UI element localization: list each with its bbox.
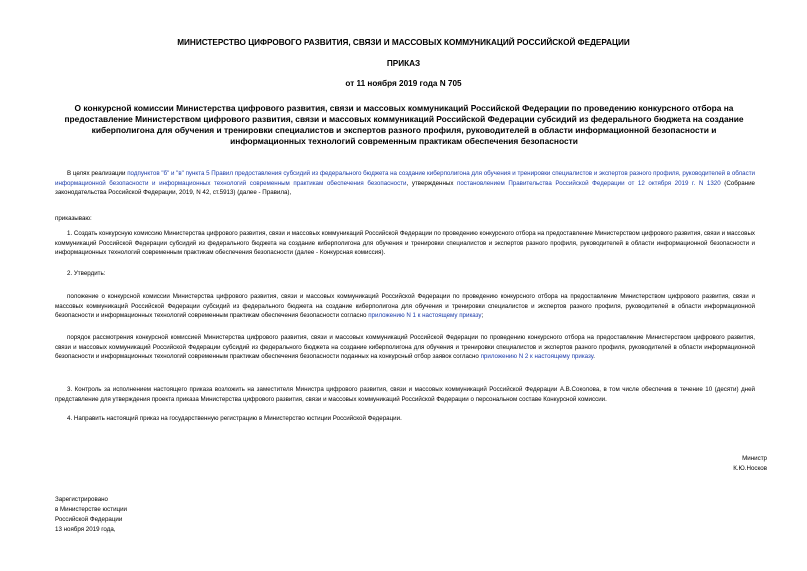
appendix-1-link[interactable]: приложению N 1 к настоящему приказу [368, 312, 482, 320]
document-type: ПРИКАЗ [386, 59, 421, 68]
item-2-procedure-end: . [593, 353, 596, 361]
registration-block [55, 495, 127, 535]
registration-line-4: 13 ноября 2019 года, [55, 526, 116, 533]
ministry-heading: МИНИСТЕРСТВО ЦИФРОВОГО РАЗВИТИЯ, СВЯЗИ И МАССОВЫХ КОММУНИКАЦИЙ РОССИЙСКОЙ ФЕДЕРАЦИИ [177, 38, 630, 47]
registration-line-3: Российской Федерации [55, 516, 123, 523]
item-2-procedure [55, 333, 755, 362]
rules-link[interactable]: подпунктов "б" и "в" пункта 5 Правил предоставления субсидий из федерального бюджета на создание киберполигона для обучения и тренировки специалистов и экспертов разного профиля, руководителей в области информационной безопасности и информационных технологий современным практикам обеспечения безопасности [55, 170, 755, 187]
item-2-regulation-end: ; [481, 312, 484, 320]
signature-name: К.Ю.Носков [733, 465, 767, 472]
document-title: О конкурсной комиссии Министерства цифрового развития, связи и массовых коммуникаций Российской Федерации по проведению конкурсного отбора на предоставление Министерством цифрового развития, связи и массовых коммуникаций Российской Федерации субсидий из федерального бюджета на создание киберполигона для обучения и тренировки специалистов и экспертов разного профиля, руководителей в области информационной безопасности и информационных технологий современным практикам обеспечения безопасности [64, 103, 744, 146]
item-2-regulation [55, 292, 755, 321]
registration-line-2: в Министерстве юстиции [55, 506, 128, 513]
signature-block [733, 454, 767, 474]
preamble-paragraph [55, 169, 755, 198]
signature-position: Министр [742, 455, 767, 462]
document-date-number: от 11 ноября 2019 года N 705 [345, 79, 462, 88]
item-4: 4. Направить настоящий приказ на государственную регистрацию в Министерство юстиции Российской Федерации. [67, 415, 402, 422]
government-decree-link[interactable]: постановлением Правительства Российской Федерации от 12 октября 2019 г. N 1320 [457, 179, 721, 187]
orders-word: приказываю: [55, 215, 92, 222]
item-2-procedure-text: порядок рассмотрения конкурсной комиссией Министерства цифрового развития, связи и массовых коммуникаций Российской Федерации по проведению конкурсного отбора на предоставление Министерством цифрового развития, связи и массовых коммуникаций Российской Федерации субсидий из федерального бюджета на создание киберполигона для обучения и тренировки специалистов и экспертов разного профиля, руководителей в области информационной безопасности и информационных технологий современным практикам обеспечения безопасности поданных на конкурсный отбор заявок согласно [55, 334, 755, 361]
preamble-tail: (Собрание законодательства Российской Федерации, 2019, N 42, ст.5913) (далее - Правила), [55, 179, 755, 197]
item-1: 1. Создать конкурсную комиссию Министерства цифрового развития, связи и массовых коммуникаций Российской Федерации по проведению конкурсного отбора на предоставление Министерством цифрового развития, связи и массовых коммуникаций Российской Федерации субсидий из федерального бюджета на создание киберполигона для обучения и тренировки специалистов и экспертов разного профиля, руководителей в области информационной безопасности и информационных технологий современным практикам обеспечения безопасности (далее - Конкурсная комиссия). [55, 230, 755, 257]
item-2-regulation-text: положение о конкурсной комиссии Министерства цифрового развития, связи и массовых коммуникаций Российской Федерации по проведению конкурсного отбора на предоставление Министерством цифрового развития, связи и массовых коммуникаций Российской Федерации субсидий из федерального бюджета на создание киберполигона для обучения и тренировки специалистов и экспертов разного профиля, руководителей в области информационной безопасности и информационных технологий современным практикам обеспечения безопасности согласно [55, 293, 755, 320]
appendix-2-link[interactable]: приложению N 2 к настоящему приказу [480, 353, 594, 361]
preamble-intro: В целях реализации [67, 170, 128, 177]
registration-line-1: Зарегистрировано [55, 496, 108, 503]
preamble-mid: , утвержденных [406, 179, 458, 187]
item-2: 2. Утвердить: [67, 270, 106, 277]
item-3: 3. Контроль за исполнением настоящего приказа возложить на заместителя Министра цифрового развития, связи и массовых коммуникаций Российской Федерации А.В.Соколова, в том числе обеспечив в течение 10 (десяти) дней представление для утверждения проекта приказа Министерства цифрового развития, связи и массовых коммуникаций Российской Федерации о персональном составе Конкурсной комиссии. [55, 386, 755, 403]
